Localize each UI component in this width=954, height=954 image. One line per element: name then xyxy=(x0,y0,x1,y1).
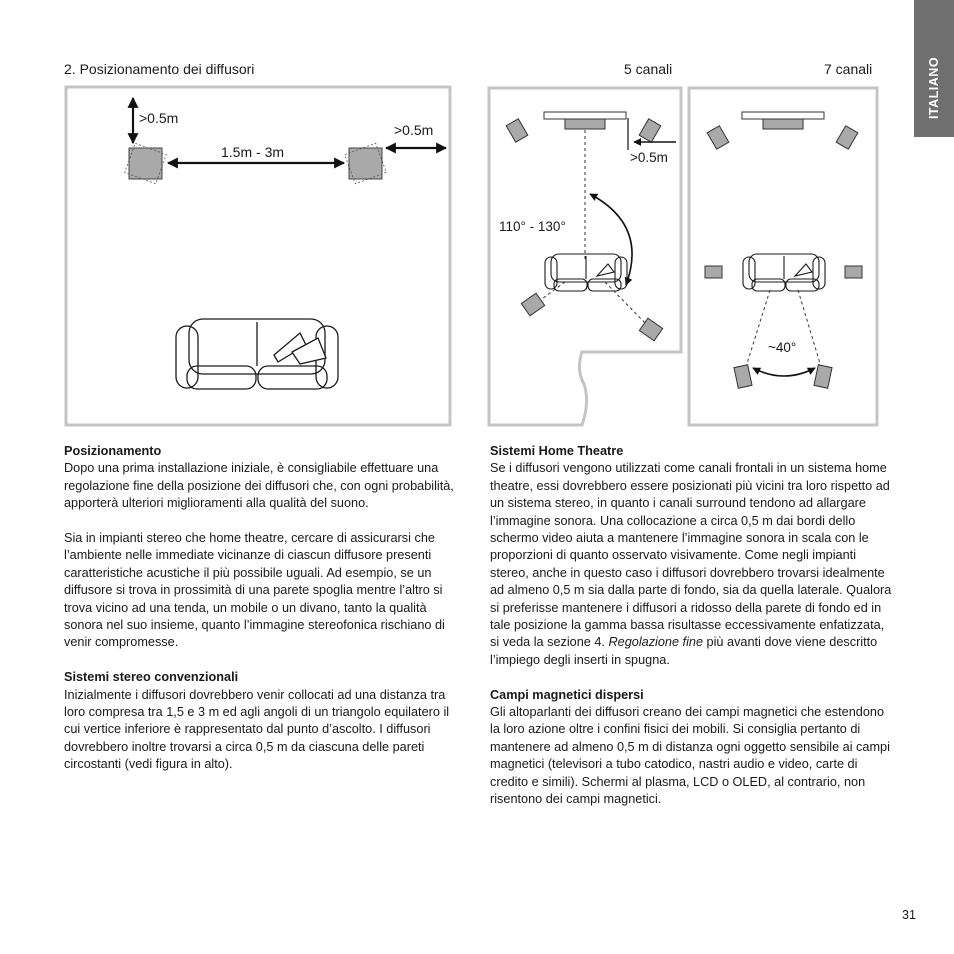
heading-stereo: Sistemi stereo convenzionali xyxy=(64,670,239,685)
paragraph-environment: Sia in impianti stereo che home theatre, cercare di assicurarsi che l’ambiente nelle immediate vicinanze di ciascun diffusore presenti caratteristiche acustiche il più possibile uguali. Ad esempio, se un diffusore si trova in prossimità di una parete spoglia mentre l’altro si trova vicino ad una tenda, un mobile o un divano, tanto la qualità sonora nel suo insieme, quanto l’immagine stereofonica rischiano di venir compromesse. xyxy=(64,531,445,650)
stereo-dist-top-label: >0.5m xyxy=(139,110,179,126)
surround-right-speaker-icon xyxy=(639,318,662,341)
sofa-small-icon xyxy=(545,254,627,291)
left-column xyxy=(64,443,466,774)
heading-home-theatre: Sistemi Home Theatre xyxy=(490,444,624,458)
paragraph-stereo: Inizialmente i diffusori dovrebbero venir collocati ad una distanza tra loro compresa tra 1,5 e 3 m ed agli angoli di un triangolo equilatero il cui vertice inferiore è rappresentato dal punto d’ascolto. I diffusori dovrebbero inoltre trovarsi a circa 0,5 m da ciascuna delle pareti circostanti (vedi figura in alto). xyxy=(64,687,450,772)
tv-screen-7ch-icon xyxy=(742,112,824,119)
front-right-speaker-icon xyxy=(639,119,661,142)
center-speaker-7ch-icon xyxy=(763,119,803,129)
five-channel-diagram xyxy=(489,88,681,425)
page-number: 31 xyxy=(902,908,916,922)
stereo-left-speaker-icon xyxy=(125,143,167,183)
seven-angle-label: ~40° xyxy=(768,340,797,355)
heading-magnetic: Campi magnetici dispersi xyxy=(490,687,644,702)
heading-posizionamento: Posizionamento xyxy=(64,444,162,458)
five-dist-side-label: >0.5m xyxy=(630,150,668,165)
paragraph-intro: Dopo una prima installazione iniziale, è consigliabile effettuare una regolazione fine della posizione dei diffusori che, con ogni probabilità, apporterà ulteriori miglioramenti alla qualità del suono. xyxy=(64,461,454,511)
home-theatre-text-a: Se i diffusori vengono utilizzati come canali frontali in un sistema home theatre, essi dovrebbero essere posizionati più vicini tra loro rispetto ad un sistema stereo, in quanto i canali surround tendono ad allargare l’immagine sonora. Una collocazione a circa 0,5 m dai bordi dello schermo video aiuta a mantenere l’immagine sonora in scala con le proporzioni di quanto osservato visivamente. Come negli impianti stereo, anche in questo caso i diffusori dovrebbero trovarsi idealmente ad almeno 0,5 m sia dalla parte di fondo, sia da quella laterale. Qualora si preferisse mantenere i diffusori a ridosso della parete di fondo ed in tale posizione la gamma bassa risultasse eccessivamente enfatizzata, si veda la sezione 4. xyxy=(490,461,892,650)
five-angle-label: 110° - 130° xyxy=(499,219,566,234)
side-right-speaker-icon xyxy=(845,266,862,278)
rear-right-speaker-icon xyxy=(814,365,832,388)
center-speaker-icon xyxy=(565,119,605,129)
seven-channel-diagram xyxy=(689,88,877,425)
home-theatre-italic: Regolazione fine xyxy=(608,635,704,650)
right-column xyxy=(490,443,892,809)
tv-screen-icon xyxy=(544,112,626,119)
front-left-speaker-7ch-icon xyxy=(707,126,729,149)
speaker-placement-figures xyxy=(0,0,954,440)
home-theatre-text-b: più avanti dove viene descritto l’impiego degli inserti in spugna. xyxy=(490,635,878,667)
angle-arc-7ch xyxy=(753,368,815,376)
front-left-speaker-icon xyxy=(506,119,528,142)
paragraph-home-theatre xyxy=(490,460,892,669)
label-7-channels: 7 canali xyxy=(824,61,873,77)
sofa-small-7ch-icon xyxy=(743,254,825,291)
stereo-dist-between-label: 1.5m - 3m xyxy=(221,144,285,160)
stereo-dist-side-label: >0.5m xyxy=(394,122,434,138)
side-left-speaker-icon xyxy=(705,266,722,278)
rear-left-speaker-icon xyxy=(734,365,752,388)
stereo-right-speaker-icon xyxy=(345,143,387,183)
surround-left-speaker-icon xyxy=(521,293,544,316)
paragraph-magnetic: Gli altoparlanti dei diffusori creano dei campi magnetici che estendono la loro azione oltre i confini fisici dei mobili. Si consiglia pertanto di mantenere ad almeno 0,5 m di distanza ogni oggetto sensibile ai campi magnetici (televisori a tubo catodico, nastri audio e video, carte di credito e simili). Schermi al plasma, LCD o OLED, al contrario, non risentono dei campi magnetici. xyxy=(490,705,890,807)
sofa-icon xyxy=(176,319,338,389)
section-title: 2. Posizionamento dei diffusori xyxy=(64,61,255,77)
language-label: ITALIANO xyxy=(927,56,941,120)
label-5-channels: 5 canali xyxy=(624,61,673,77)
stereo-diagram xyxy=(66,87,450,425)
front-right-speaker-7ch-icon xyxy=(836,126,858,149)
